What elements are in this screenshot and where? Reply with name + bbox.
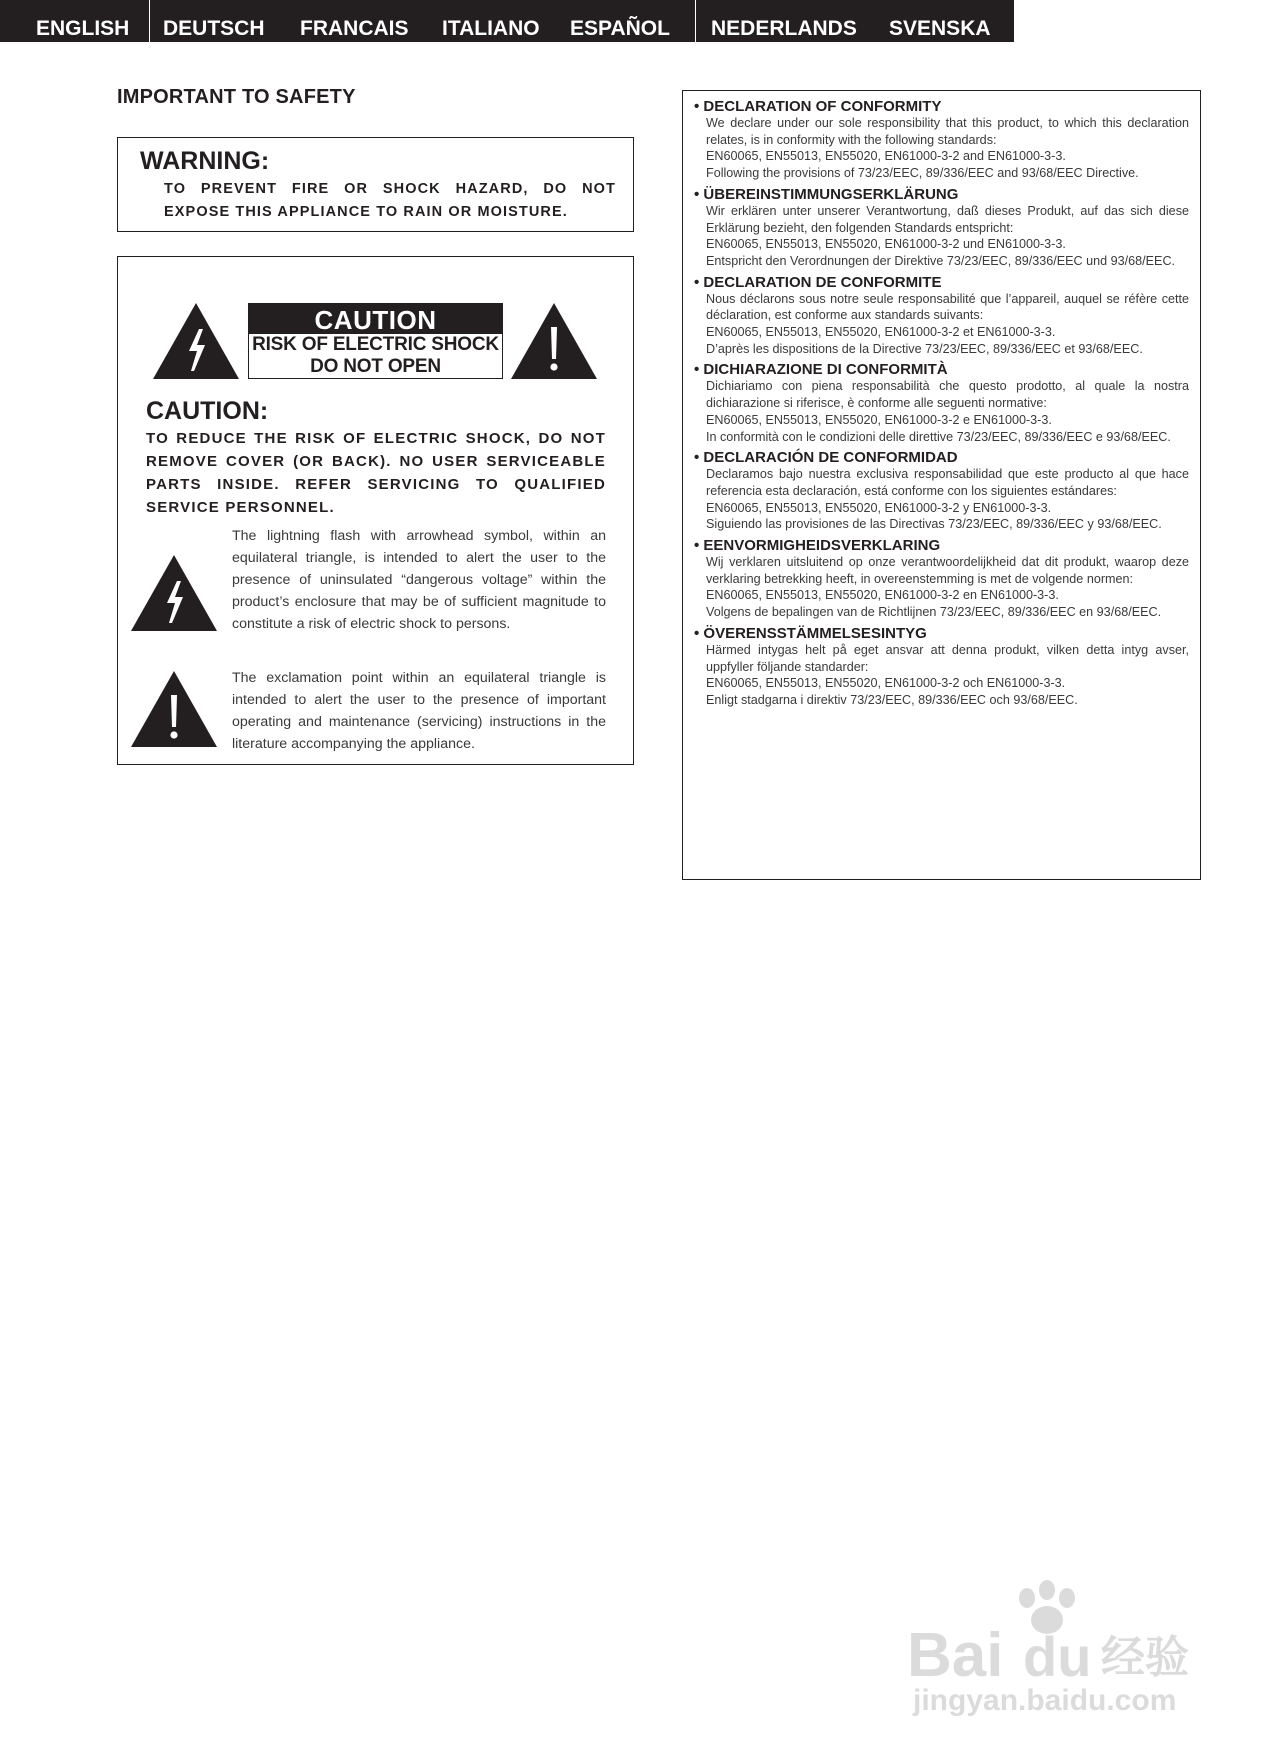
declaration-intro: Dichiariamo con piena responsabilità che questo prodotto, al quale la nostra dichiarazione si riferisce, è conforme alle seguenti normative: <box>706 379 1189 411</box>
declaration-directive: D’après les dispositions de la Directive 73/23/EEC, 89/336/EEC et 93/68/EEC. <box>706 341 1143 356</box>
declaration-svenska <box>694 625 1189 709</box>
declaration-intro: We declare under our sole responsibility that this product, to which this declaration relates, is in conformity with the following standards: <box>706 116 1189 147</box>
warning-text: TO PREVENT FIRE OR SHOCK HAZARD, DO NOT EXPOSE THIS APPLIANCE TO RAIN OR MOISTURE. <box>164 181 616 220</box>
svg-text:Bai: Bai <box>907 1621 1004 1690</box>
declaration-intro: Härmed intygas helt på eget ansvar att denna produkt, vilken detta intyg avser, uppfyller följande standarder: <box>706 642 1189 674</box>
warning-box <box>117 137 634 232</box>
bullet-icon: • <box>694 185 704 203</box>
declaration-standards: EN60065, EN55013, EN55020, EN61000-3-2 und EN61000-3-3. <box>706 237 1066 252</box>
declaration-title: DECLARATION DE CONFORMITE <box>703 273 942 291</box>
tab-english[interactable]: ENGLISH <box>0 0 150 42</box>
declaration-directive: Entspricht den Verordnungen der Direktive 73/23/EEC, 89/336/EEC und 93/68/EEC. <box>706 253 1176 268</box>
declaration-espanol <box>694 449 1189 533</box>
warning-title: WARNING: <box>140 147 270 175</box>
caution-label-shock: RISK OF ELECTRIC SHOCK <box>252 334 499 355</box>
declaration-directive: Siguiendo las provisiones de las Directivas 73/23/EEC, 89/336/EEC y 93/68/EEC. <box>706 517 1162 532</box>
declaration-standards: EN60065, EN55013, EN55020, EN61000-3-2 and EN61000-3-3. <box>706 149 1066 164</box>
lightning-symbol-description: The lightning flash with arrowhead symbol, within an equilateral triangle, is intended to alert the user to the presence of uninsulated “dangerous voltage” within the product’s enclosure that may be of sufficient magnitude to constitute a risk of electric shock to persons. <box>232 528 606 632</box>
tab-francais[interactable]: FRANCAIS <box>300 17 409 40</box>
bullet-icon: • <box>694 361 704 379</box>
declaration-title: DICHIARAZIONE DI CONFORMITÀ <box>703 361 948 379</box>
declaration-italiano <box>694 361 1189 445</box>
svg-text:jingyan.baidu.com: jingyan.baidu.com <box>913 1684 1177 1717</box>
declaration-standards: EN60065, EN55013, EN55020, EN61000-3-2 och EN61000-3-3. <box>706 676 1066 691</box>
declarations-box <box>682 90 1201 880</box>
svg-text:du: du <box>1023 1625 1092 1688</box>
declaration-intro: Wij verklaren uitsluitend op onze verantwoordelijkheid dat dit produkt, waarop deze verklaring betrekking heeft, in overeenstemming is met de volgende normen: <box>706 555 1189 586</box>
declaration-standards: EN60065, EN55013, EN55020, EN61000-3-2 y EN61000-3-3. <box>706 500 1052 515</box>
declaration-intro: Declaramos bajo nuestra exclusiva responsabilidad que este producto al que hace referencia esta declaración, está conforme con los siguientes estándares: <box>706 467 1189 498</box>
declaration-english <box>694 98 1189 182</box>
declaration-directive: Following the provisions of 73/23/EEC, 89/336/EEC and 93/68/EEC Directive. <box>706 166 1139 181</box>
baidu-watermark-logo <box>905 1568 1205 1718</box>
caution-box <box>117 256 634 765</box>
caution-title: CAUTION: <box>146 397 269 425</box>
caution-label-head: CAUTION <box>249 304 502 334</box>
declaration-title: ÜBEREINSTIMMUNGSERKLÄRUNG <box>703 185 959 203</box>
lightning-symbol-icon <box>131 555 217 631</box>
declaration-title: ÖVERENSSTÄMMELSESINTYG <box>703 624 927 642</box>
tab-nederlands[interactable]: NEDERLANDS <box>711 17 857 40</box>
svg-text:经验: 经验 <box>1101 1632 1189 1683</box>
caution-label-open: DO NOT OPEN <box>310 356 441 377</box>
declaration-standards: EN60065, EN55013, EN55020, EN61000-3-2 et EN61000-3-3. <box>706 325 1056 340</box>
exclamation-symbol-description: The exclamation point within an equilateral triangle is intended to alert the user to the presence of important operating and maintenance (servicing) instructions in the literature accompanying the appliance. <box>232 670 606 752</box>
bullet-icon: • <box>694 273 704 291</box>
declaration-intro: Wir erklären unter unserer Verantwortung, daß dieses Produkt, auf das sich diese Erklärung bezieht, den folgenden Standards entspricht: <box>706 203 1189 235</box>
language-tab-bar <box>0 0 1014 42</box>
declaration-title: DECLARACIÓN DE CONFORMIDAD <box>703 449 958 467</box>
declaration-title: DECLARATION OF CONFORMITY <box>703 98 942 115</box>
bullet-icon: • <box>694 624 704 642</box>
declaration-directive: Enligt stadgarna i direktiv 73/23/EEC, 89/336/EEC och 93/68/EEC. <box>706 692 1078 707</box>
declaration-standards: EN60065, EN55013, EN55020, EN61000-3-2 e EN61000-3-3. <box>706 412 1052 427</box>
declaration-deutsch <box>694 186 1189 270</box>
tab-italiano[interactable]: ITALIANO <box>442 17 540 40</box>
declaration-standards: EN60065, EN55013, EN55020, EN61000-3-2 en EN61000-3-3. <box>706 588 1059 603</box>
exclamation-symbol-icon <box>131 671 217 747</box>
bullet-icon: • <box>694 449 704 467</box>
bullet-icon: • <box>694 98 704 115</box>
caution-label <box>248 303 503 379</box>
declaration-title: EENVORMIGHEIDSVERKLARING <box>703 537 941 555</box>
declaration-francais <box>694 274 1189 358</box>
safety-heading: IMPORTANT TO SAFETY <box>117 86 356 108</box>
tab-espanol[interactable]: ESPAÑOL <box>560 0 696 42</box>
tab-deutsch[interactable]: DEUTSCH <box>163 17 265 40</box>
exclamation-warning-icon <box>511 303 597 379</box>
lightning-warning-icon <box>153 303 239 379</box>
tab-svenska[interactable]: SVENSKA <box>889 17 991 40</box>
caution-text: TO REDUCE THE RISK OF ELECTRIC SHOCK, DO NOT REMOVE COVER (OR BACK). NO USER SERVICEABLE PARTS INSIDE. REFER SERVICING TO QUALIFIED SERVICE PERSONNEL. <box>146 430 606 516</box>
declaration-intro: Nous déclarons sous notre seule responsabilité que l’appareil, auquel se réfère cette déclaration, est conforme aux standards suivants: <box>706 291 1189 323</box>
declaration-directive: In conformità con le condizioni delle direttive 73/23/EEC, 89/336/EEC e 93/68/EEC. <box>706 429 1171 444</box>
declaration-nederlands <box>694 537 1189 621</box>
declaration-directive: Volgens de bepalingen van de Richtlijnen 73/23/EEC, 89/336/EEC en 93/68/EEC. <box>706 605 1162 620</box>
bullet-icon: • <box>694 537 704 555</box>
